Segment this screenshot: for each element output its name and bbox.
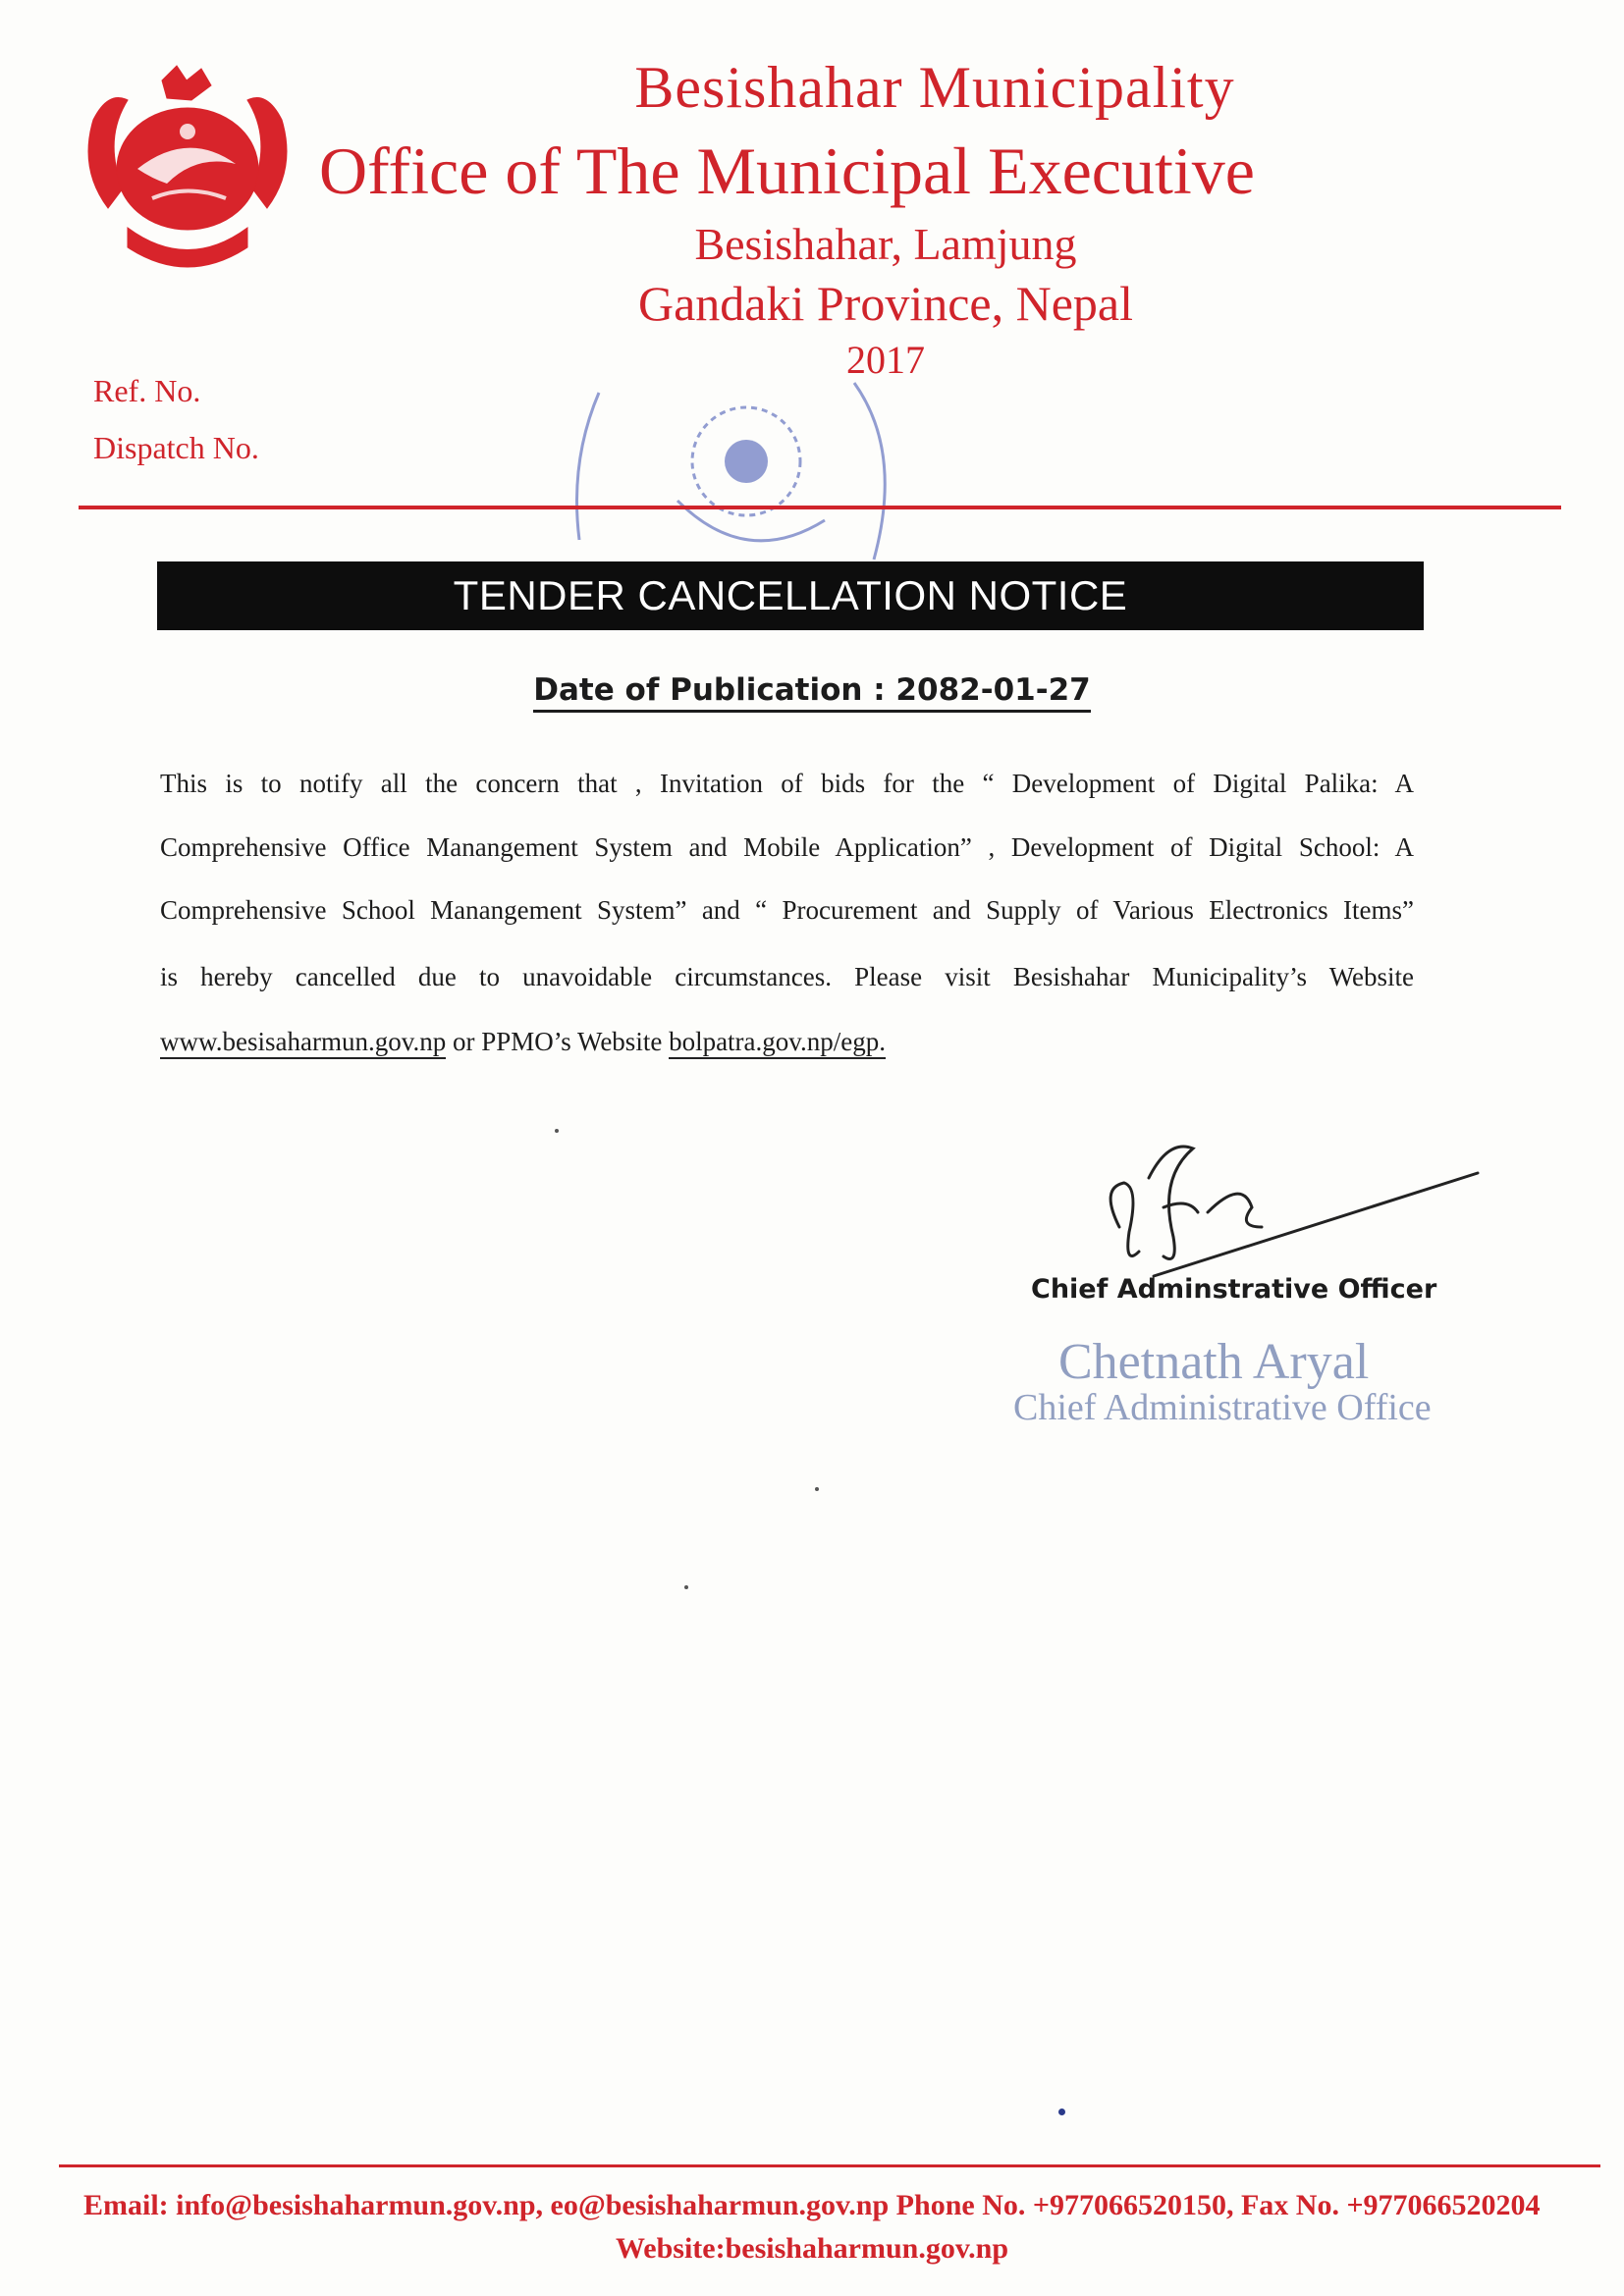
signatory-stamp-name: Chetnath Aryal	[1058, 1334, 1370, 1390]
publication-date	[0, 672, 1624, 708]
notice-body-line-5	[160, 1027, 886, 1057]
municipality-name: Besishahar Municipality	[634, 55, 1235, 120]
footer-divider	[59, 2164, 1600, 2167]
notice-title: TENDER CANCELLATION NOTICE	[453, 572, 1128, 618]
signatory-title: Chief Adminstrative Officer	[1031, 1274, 1437, 1305]
header-divider	[79, 506, 1561, 509]
address-line-1: Besishahar, Lamjung	[694, 219, 1077, 269]
ref-no-label: Ref. No.	[93, 373, 201, 408]
notice-body-connector: or PPMO’s Website	[446, 1027, 670, 1056]
speck	[815, 1487, 819, 1491]
footer-website: Website:besishaharmun.gov.np	[615, 2232, 1009, 2265]
office-name: Office of The Municipal Executive	[319, 133, 1255, 208]
speck	[1058, 2109, 1065, 2115]
notice-body-line-1: This is to notify all the concern that , Invitation of bids for the “ Development of Digital Palika: A	[160, 769, 1414, 798]
signatory-stamp-office: Chief Administrative Office	[1013, 1387, 1432, 1428]
municipality-website-link[interactable]: www.besisaharmun.gov.np	[160, 1027, 446, 1059]
footer-contact: Email: info@besishaharmun.gov.np, eo@besishaharmun.gov.np Phone No. +977066520150, Fax No. +977066520204	[83, 2189, 1541, 2221]
ppmo-website-link[interactable]: bolpatra.gov.np/egp.	[669, 1027, 886, 1059]
dispatch-no-label: Dispatch No.	[93, 430, 259, 465]
publication-date-text: Date of Publication : 2082-01-27	[533, 672, 1090, 713]
handwritten-signature-icon	[1080, 1119, 1492, 1286]
address-line-2: Gandaki Province, Nepal	[637, 276, 1133, 331]
speck	[684, 1585, 688, 1589]
notice-body-line-3: Comprehensive School Manangement System” and “ Procurement and Supply of Various Electronics Items”	[160, 895, 1414, 925]
speck	[555, 1129, 559, 1133]
notice-body-line-4: is hereby cancelled due to unavoidable circumstances. Please visit Besishahar Municipality’s Website	[160, 962, 1414, 991]
notice-body-line-2: Comprehensive Office Manangement System and Mobile Application” , Development of Digital School: A	[160, 832, 1414, 862]
establishment-year: 2017	[846, 338, 925, 382]
